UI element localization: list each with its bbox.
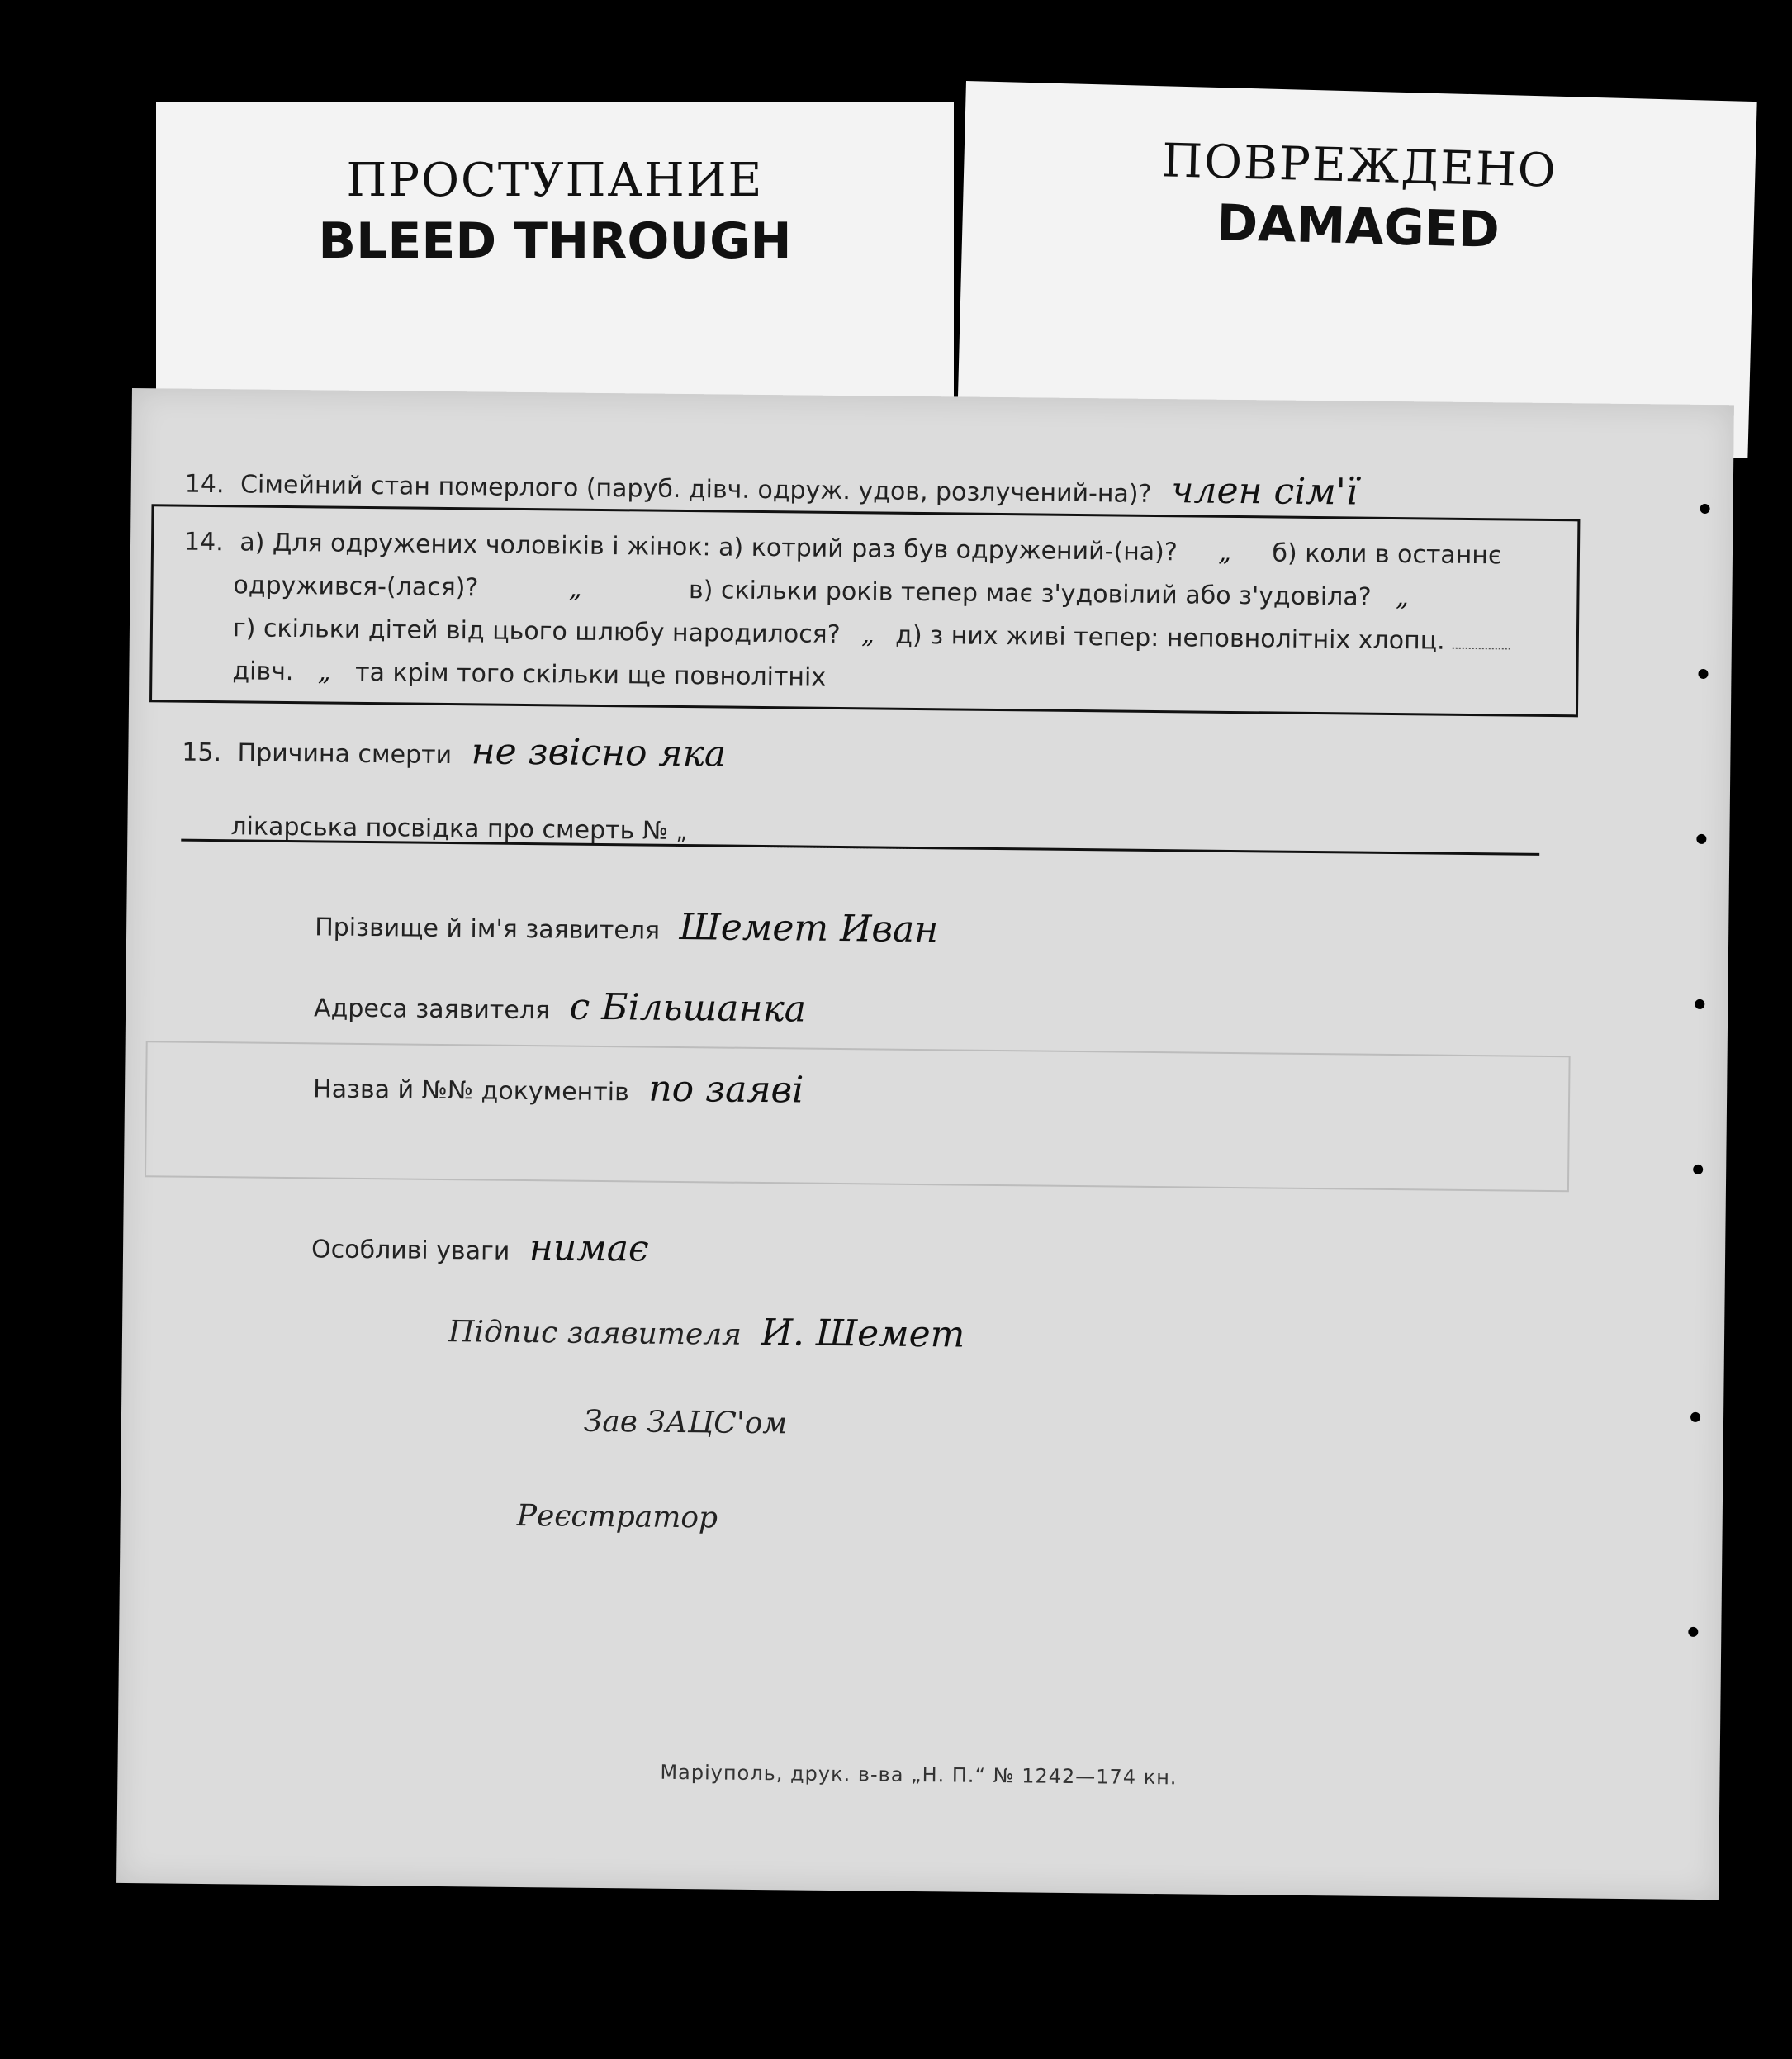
marriage-count-value: „	[1218, 538, 1232, 567]
medical-certificate-value: „	[676, 820, 923, 849]
adults-label: та крім того скільки ще повнолітніх	[354, 657, 827, 692]
widowed-years-label: в) скільки років тепер має з'удовілий або з'удовіла?	[688, 576, 1372, 612]
printer-imprint: Маріуполь, друк. в-ва „Н. П.“ № 1242—174 кн.	[660, 1760, 1178, 1790]
dotted-fill	[1453, 648, 1510, 650]
girls-value: „	[317, 657, 331, 687]
marital-status-label: Сімейний стан померлого (паруб. дівч. одруж. удов, розлучений-на)?	[239, 470, 1152, 509]
medical-certificate-label: лікарська посвідка про смерть №	[230, 812, 669, 846]
marital-status-value: член сім'ї	[1170, 469, 1358, 514]
documents-value: по заяві	[648, 1067, 804, 1112]
registrar-line	[517, 1499, 718, 1535]
notes-line	[311, 1224, 649, 1269]
bleed-through-card	[156, 102, 954, 420]
registrar-label: Реєстратор	[516, 1498, 718, 1535]
binding-hole	[1696, 834, 1706, 844]
applicant-name-line	[315, 902, 939, 951]
applicant-name-label: Прізвище й ім'я заявителя	[314, 913, 661, 946]
item-number: 14.	[183, 527, 224, 557]
item-number: 14.	[184, 469, 225, 500]
damaged-label-ru: ПОВРЕЖДЕНО	[1161, 134, 1558, 198]
children-born-label: г) скільки дітей від цього шлюбу народилося?	[232, 614, 841, 649]
notes-label: Особливі уваги	[311, 1235, 510, 1266]
applicant-address-value: с Більшанка	[569, 985, 807, 1031]
last-married-value: „	[568, 574, 582, 604]
death-record-sheet	[116, 388, 1734, 1900]
girls-label: дівч.	[232, 657, 294, 687]
signature-line	[448, 1308, 965, 1356]
children-born-value: „	[860, 620, 875, 650]
signature-label: Підпис заявителя	[448, 1315, 742, 1352]
marriage-line-4	[232, 657, 826, 692]
binding-hole	[1693, 1165, 1703, 1174]
notes-value: нимає	[529, 1226, 649, 1270]
applicant-name-value: Шемет Иван	[679, 905, 939, 951]
widowed-years-value: „	[1395, 583, 1409, 613]
cause-of-death-line	[182, 728, 726, 776]
head-label: Зав ЗАЦС'ом	[583, 1404, 788, 1441]
marital-status-line	[185, 459, 1358, 514]
applicant-address-label: Адреса заявителя	[313, 994, 551, 1026]
bleed-through-label-en: BLEED THROUGH	[318, 212, 792, 270]
signature-value: И. Шемет	[761, 1312, 965, 1356]
binding-hole	[1700, 504, 1710, 514]
binding-hole	[1695, 999, 1704, 1009]
children-living-label: д) з них живі тепер: неповнолітніх хлопц.	[895, 620, 1445, 656]
applicant-address-line	[314, 983, 806, 1030]
marriage-count-label: а) Для одружених чоловіків і жінок: а) котрий раз був одружений-(на)?	[239, 528, 1178, 567]
cause-of-death-label: Причина смерти	[237, 738, 453, 771]
binding-hole	[1688, 1627, 1698, 1637]
bleed-through-label-ru: ПРОСТУПАНИЕ	[346, 154, 764, 207]
binding-hole	[1690, 1412, 1700, 1422]
cause-of-death-value: не звісно яка	[471, 730, 727, 776]
item-number: 15.	[182, 738, 222, 768]
head-line	[584, 1405, 788, 1441]
last-marriage-label: б) коли в останнє	[1272, 538, 1502, 571]
documents-line	[313, 1064, 804, 1111]
last-married-label: одружився-(лася)?	[233, 571, 479, 603]
binding-hole	[1698, 669, 1708, 679]
damaged-label-en: DAMAGED	[1216, 194, 1500, 259]
documents-label: Назва й №№ документів	[312, 1075, 629, 1108]
bleed-through-box	[145, 1041, 1571, 1192]
